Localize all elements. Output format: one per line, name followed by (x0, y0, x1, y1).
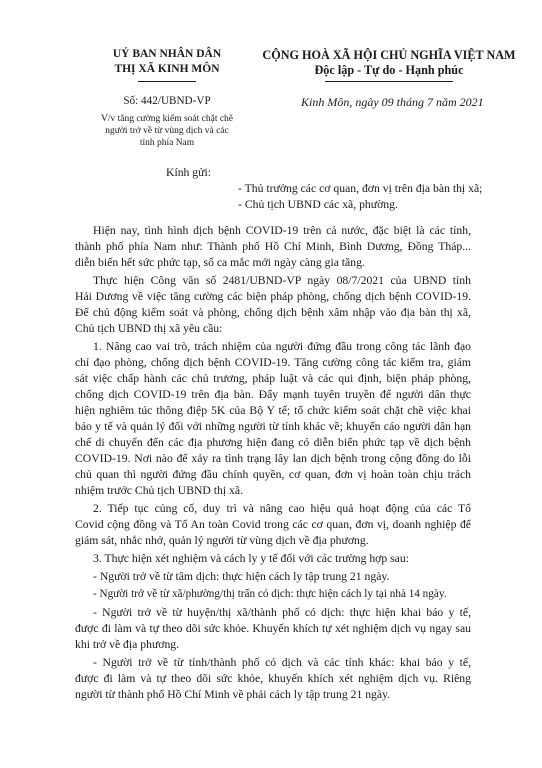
authority-underline (138, 81, 196, 82)
recipient-item: - Chủ tịch UBND các xã, phường. (238, 198, 398, 211)
subject-line-3: tỉnh phía Nam (139, 138, 195, 148)
basis-line: Chủ tịch UBND thị xã yêu cầu: (75, 322, 223, 335)
item1-line: chế di chuyển đến các địa phương hiện đang có diễn biến phức tạp về dịch bệnh (75, 436, 471, 449)
item2-line: giám sát, nhắc nhở, quản lý người từ vùng dịch về địa phương. (75, 534, 369, 547)
basis-line: Thực hiện Công văn số 2481/UBND-VP ngày 08/7/2021 của UBND tỉnh (93, 274, 471, 287)
item3-heading: 3. Thực hiện xét nghiệm và cách ly y tế đối với các trường hợp sau: (93, 552, 409, 565)
item3-case-district: - Người trở về từ huyện/thị xã/thành phố có dịch: thực hiện khai báo y tế, (93, 606, 471, 619)
item1-line: hiện nghiêm túc thông điệp 5K của Bộ Y tế; tổ chức kiểm soát chặt chẽ việc khai (75, 404, 471, 417)
recipient-item: - Thủ trưởng các cơ quan, đơn vị trên địa bàn thị xã; (238, 182, 483, 195)
issuing-authority-line1: UỶ BAN NHÂN DÂN (112, 48, 222, 60)
item3-case-district: khi trở về địa phương. (75, 638, 180, 651)
item2-line: Covid cộng đồng và Tổ An toàn Covid trong các cơ quan, đơn vị, doanh nghiệp để (75, 518, 471, 531)
item1-line: COVID-19. Nơi nào để xảy ra tình trạng lây lan dịch bệnh trong cộng đồng do lỗi (75, 452, 471, 465)
national-title: CỘNG HOÀ XÃ HỘI CHỦ NGHĨA VIỆT NAM (262, 48, 516, 62)
item3-case-province: - Người trở về từ tỉnh/thành phố có dịch và các tỉnh khác: khai báo y tế, (93, 656, 471, 669)
item1-line: sát việc chấp hành các chủ trương, pháp luật và các qui định, biện pháp phòng, (75, 372, 471, 385)
motto-underline (325, 81, 453, 82)
national-motto: Độc lập - Tự do - Hạnh phúc (314, 63, 464, 77)
recipients-label: Kính gửi: (166, 166, 211, 179)
intro-line: Hiện nay, tình hình dịch bệnh COVID-19 trên cả nước, đặc biệt là các tỉnh, (93, 224, 471, 237)
subject-line-2: người trở về từ vùng dịch và các (105, 126, 229, 136)
intro-line: diễn biến hết sức phức tạp, số ca mắc mới ngày càng gia tăng. (75, 256, 365, 269)
item1-line: báo y tế và quản lý đối với những người từ tỉnh khác về; khuyến cáo người dân hạn (75, 420, 471, 433)
item1-line: chống dịch COVID-19 trên địa bàn. Đẩy mạnh tuyên truyền để người dân thực (75, 388, 471, 401)
item2-line: 2. Tiếp tục củng cố, duy trì và nâng cao hiệu quả hoạt động của các Tổ (93, 502, 471, 515)
issuing-authority-line2: THỊ XÃ KINH MÔN (114, 63, 220, 75)
item3-case-epicenter: - Người trở về từ tâm dịch: thực hiện cách ly tập trung 21 ngày. (93, 570, 390, 583)
item3-case-commune: - Người trở về từ xã/phường/thị trấn có dịch: thực hiện cách ly tại nhà 14 ngày. (93, 588, 447, 600)
intro-line: thành phố phía Nam như: Thành phố Hồ Chí Minh, Bình Dương, Đồng Tháp... (75, 240, 471, 253)
item1-line: 1. Nâng cao vai trò, trách nhiệm của người đứng đầu trong công tác lãnh đạo (93, 340, 471, 353)
subject-line-1: V/v tăng cường kiểm soát chặt chẽ (100, 114, 234, 124)
date-place: Kinh Môn, ngày 09 tháng 7 năm 2021 (301, 95, 484, 109)
item3-case-province: được đi làm và tự theo dõi sức khỏe, khuyến khích xét nghiệm dịch vụ. Riêng (75, 672, 471, 685)
item3-case-district: được đi làm và tự theo dõi sức khỏe. Khuyến khích tự xét nghiệm dịch vụ ngay sau (75, 622, 471, 635)
item1-line: chỉ đạo phòng, chống dịch bệnh COVID-19. Tăng cường công tác kiểm tra, giám (75, 356, 471, 369)
document-number: Số: 442/UBND-VP (123, 95, 211, 107)
item1-line: chủ quan thì người đứng đầu chính quyền, cơ quan, đơn vị hoàn toàn chịu trách (75, 468, 471, 481)
item1-line: nhiệm trước Chủ tịch UBND thị xã. (75, 484, 244, 497)
item3-case-province: người từ thành phố Hồ Chí Minh về phải cách ly tập trung 21 ngày. (75, 688, 391, 701)
basis-line: Hải Dương về việc tăng cường các biện pháp phòng, chống dịch bệnh COVID-19. (75, 290, 471, 303)
basis-line: Để chủ động kiểm soát và phòng, chống dịch bệnh xâm nhập vào địa bàn thị xã, (75, 306, 471, 319)
